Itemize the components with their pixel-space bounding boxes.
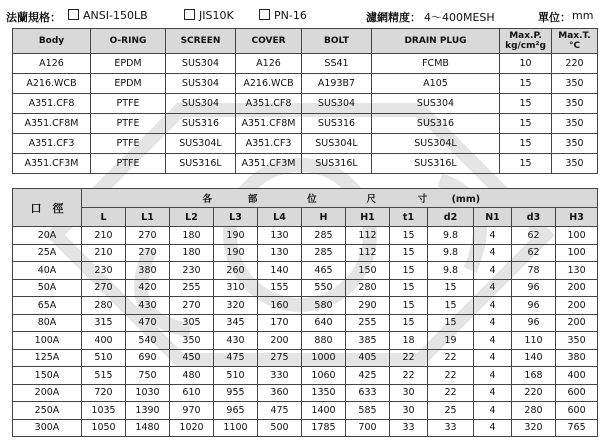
cell-l: 720 — [82, 384, 126, 402]
cell-l: 210 — [82, 227, 126, 245]
unit-value: mm — [572, 9, 594, 22]
cell-l4: 160 — [258, 297, 302, 315]
dimensions-group-header: 各 部 位 尺 寸 (mm) — [82, 189, 598, 208]
cell-size: 25A — [13, 244, 82, 262]
cell-max-pressure: 10 — [500, 54, 552, 74]
cell-h: 1400 — [302, 402, 346, 420]
cell-l: 210 — [82, 244, 126, 262]
cell-h: 285 — [302, 244, 346, 262]
table-row — [13, 297, 598, 315]
cell-n1: 4 — [474, 279, 512, 297]
cell-n1: 4 — [474, 227, 512, 245]
col-header-cover: COVER — [236, 29, 302, 54]
dimensions-body — [13, 227, 598, 437]
cell-bolt: A193B7 — [302, 74, 372, 94]
cell-l: 1050 — [82, 419, 126, 437]
cell-max-pressure: 15 — [500, 114, 552, 134]
cell-l3: 430 — [214, 332, 258, 350]
precision-value: 4～400MESH — [424, 11, 495, 24]
materials-table — [12, 28, 598, 174]
cell-n1: 4 — [474, 297, 512, 315]
col-header-d2: d2 — [428, 208, 474, 227]
cell-l1: 690 — [126, 349, 170, 367]
cell-n1: 4 — [474, 419, 512, 437]
cell-h: 1785 — [302, 419, 346, 437]
cell-screen: SUS304L — [166, 134, 236, 154]
cell-l1: 750 — [126, 367, 170, 385]
cell-d2: 15 — [428, 279, 474, 297]
table-row — [13, 279, 598, 297]
table-row — [13, 244, 598, 262]
cell-d3: 320 — [512, 419, 556, 437]
cell-h: 1000 — [302, 349, 346, 367]
cell-d3: 78 — [512, 262, 556, 280]
cell-n1: 4 — [474, 244, 512, 262]
col-header-h3: H3 — [556, 208, 598, 227]
cell-l: 400 — [82, 332, 126, 350]
cell-h3: 130 — [556, 262, 598, 280]
cell-o-ring: PTFE — [91, 134, 166, 154]
cell-t1: 22 — [390, 367, 428, 385]
cell-d2: 9.8 — [428, 227, 474, 245]
cell-l2: 350 — [170, 332, 214, 350]
cell-h1: 585 — [346, 402, 390, 420]
cell-size: 250A — [13, 402, 82, 420]
cell-d3: 110 — [512, 332, 556, 350]
cell-body: A351.CF8 — [13, 94, 91, 114]
cell-screen: SUS316L — [166, 154, 236, 174]
cell-max-temperature: 350 — [552, 114, 598, 134]
flange-option-jis[interactable]: JIS10K — [184, 9, 234, 22]
cell-d2: 15 — [428, 314, 474, 332]
col-header-d3: d3 — [512, 208, 556, 227]
cell-l3: 1100 — [214, 419, 258, 437]
cell-l2: 230 — [170, 262, 214, 280]
cell-h: 1350 — [302, 384, 346, 402]
checkbox-icon — [184, 9, 195, 20]
cell-l2: 270 — [170, 297, 214, 315]
cell-t1: 33 — [390, 419, 428, 437]
cell-l3: 310 — [214, 279, 258, 297]
table-row — [13, 367, 598, 385]
cell-l4: 155 — [258, 279, 302, 297]
cell-body: A351.CF8M — [13, 114, 91, 134]
cell-h1: 385 — [346, 332, 390, 350]
cell-l3: 320 — [214, 297, 258, 315]
col-header-max-pressure: Max.P. kg/cm²g — [500, 29, 552, 54]
cell-h3: 200 — [556, 314, 598, 332]
cell-bolt: SS41 — [302, 54, 372, 74]
checkbox-icon — [259, 9, 270, 20]
col-header-screen: SCREEN — [166, 29, 236, 54]
cell-l3: 260 — [214, 262, 258, 280]
cell-o-ring: PTFE — [91, 114, 166, 134]
cell-l3: 190 — [214, 244, 258, 262]
cell-bolt: SUS316 — [302, 114, 372, 134]
col-header-h1: H1 — [346, 208, 390, 227]
cell-d3: 220 — [512, 384, 556, 402]
cell-d2: 25 — [428, 402, 474, 420]
cell-screen: SUS304 — [166, 94, 236, 114]
cell-l3: 190 — [214, 227, 258, 245]
cell-l4: 360 — [258, 384, 302, 402]
cell-n1: 4 — [474, 384, 512, 402]
cell-h: 880 — [302, 332, 346, 350]
cell-l1: 420 — [126, 279, 170, 297]
cell-l2: 970 — [170, 402, 214, 420]
cell-size: 150A — [13, 367, 82, 385]
cell-body: A126 — [13, 54, 91, 74]
col-header-bolt: BOLT — [302, 29, 372, 54]
cell-cover: A351.CF3M — [236, 154, 302, 174]
cell-l4: 330 — [258, 367, 302, 385]
cell-d3: 62 — [512, 244, 556, 262]
cell-h3: 100 — [556, 244, 598, 262]
cell-size: 300A — [13, 419, 82, 437]
cell-cover: A351.CF8M — [236, 114, 302, 134]
cell-l4: 500 — [258, 419, 302, 437]
cell-drain-plug: SUS316 — [372, 114, 500, 134]
cell-h3: 400 — [556, 367, 598, 385]
cell-t1: 15 — [390, 244, 428, 262]
cell-drain-plug: SUS304L — [372, 134, 500, 154]
cell-l1: 1480 — [126, 419, 170, 437]
cell-h3: 380 — [556, 349, 598, 367]
cell-d2: 22 — [428, 384, 474, 402]
cell-l1: 540 — [126, 332, 170, 350]
cell-t1: 30 — [390, 402, 428, 420]
cell-l4: 200 — [258, 332, 302, 350]
cell-size: 50A — [13, 279, 82, 297]
cell-l4: 130 — [258, 244, 302, 262]
cell-max-temperature: 350 — [552, 154, 598, 174]
cell-h1: 405 — [346, 349, 390, 367]
cell-cover: A126 — [236, 54, 302, 74]
cell-l1: 270 — [126, 227, 170, 245]
cell-l2: 610 — [170, 384, 214, 402]
cell-l2: 480 — [170, 367, 214, 385]
cell-h3: 350 — [556, 332, 598, 350]
cell-l1: 430 — [126, 297, 170, 315]
flange-option-pn[interactable]: PN-16 — [259, 9, 307, 22]
table-row — [13, 314, 598, 332]
cell-d2: 33 — [428, 419, 474, 437]
table-row — [13, 332, 598, 350]
cell-h1: 290 — [346, 297, 390, 315]
cell-l4: 475 — [258, 402, 302, 420]
cell-bolt: SUS316L — [302, 154, 372, 174]
cell-d2: 9.8 — [428, 244, 474, 262]
size-header: 口 徑 — [13, 189, 82, 227]
cell-n1: 4 — [474, 349, 512, 367]
table-row — [13, 54, 598, 74]
cell-h1: 112 — [346, 244, 390, 262]
cell-l4: 170 — [258, 314, 302, 332]
cell-d3: 140 — [512, 349, 556, 367]
cell-l2: 180 — [170, 227, 214, 245]
table-row — [13, 262, 598, 280]
cell-l2: 450 — [170, 349, 214, 367]
cell-t1: 15 — [390, 227, 428, 245]
cell-max-pressure: 15 — [500, 94, 552, 114]
cell-t1: 15 — [390, 262, 428, 280]
col-header-oring: O-RING — [91, 29, 166, 54]
cell-size: 200A — [13, 384, 82, 402]
cell-l: 1035 — [82, 402, 126, 420]
cell-l4: 275 — [258, 349, 302, 367]
table-row — [13, 114, 598, 134]
cell-l2: 305 — [170, 314, 214, 332]
cell-body: A351.CF3 — [13, 134, 91, 154]
cell-n1: 4 — [474, 402, 512, 420]
cell-h3: 100 — [556, 227, 598, 245]
cell-l1: 380 — [126, 262, 170, 280]
cell-t1: 15 — [390, 279, 428, 297]
cell-n1: 4 — [474, 314, 512, 332]
cell-h: 580 — [302, 297, 346, 315]
table-row — [13, 74, 598, 94]
cell-h1: 633 — [346, 384, 390, 402]
cell-drain-plug: SUS316L — [372, 154, 500, 174]
cell-drain-plug: FCMB — [372, 54, 500, 74]
cell-l: 510 — [82, 349, 126, 367]
col-header-t1: t1 — [390, 208, 428, 227]
cell-h3: 765 — [556, 419, 598, 437]
cell-cover: A351.CF8 — [236, 94, 302, 114]
cell-l: 515 — [82, 367, 126, 385]
col-header-l: L — [82, 208, 126, 227]
cell-h3: 200 — [556, 297, 598, 315]
cell-d2: 9.8 — [428, 262, 474, 280]
cell-bolt: SUS304L — [302, 134, 372, 154]
cell-drain-plug: A105 — [372, 74, 500, 94]
cell-bolt: SUS304 — [302, 94, 372, 114]
cell-l4: 140 — [258, 262, 302, 280]
cell-h1: 255 — [346, 314, 390, 332]
cell-t1: 18 — [390, 332, 428, 350]
cell-l3: 345 — [214, 314, 258, 332]
cell-max-temperature: 220 — [552, 54, 598, 74]
cell-h1: 425 — [346, 367, 390, 385]
flange-option-ansi[interactable]: ANSI-150LB — [68, 9, 148, 22]
cell-h1: 150 — [346, 262, 390, 280]
spec-header — [6, 6, 598, 24]
col-header-h: H — [302, 208, 346, 227]
cell-max-pressure: 15 — [500, 154, 552, 174]
cell-cover: A351.CF3 — [236, 134, 302, 154]
cell-n1: 4 — [474, 332, 512, 350]
col-header-l3: L3 — [214, 208, 258, 227]
cell-l1: 1390 — [126, 402, 170, 420]
cell-size: 125A — [13, 349, 82, 367]
cell-l1: 270 — [126, 244, 170, 262]
cell-l3: 475 — [214, 349, 258, 367]
cell-max-temperature: 350 — [552, 74, 598, 94]
cell-d2: 19 — [428, 332, 474, 350]
cell-d2: 22 — [428, 367, 474, 385]
cell-size: 80A — [13, 314, 82, 332]
cell-max-pressure: 15 — [500, 74, 552, 94]
cell-body: A216.WCB — [13, 74, 91, 94]
cell-t1: 22 — [390, 349, 428, 367]
table-row — [13, 227, 598, 245]
cell-d3: 96 — [512, 314, 556, 332]
cell-l: 315 — [82, 314, 126, 332]
cell-d3: 96 — [512, 279, 556, 297]
col-header-drain-plug: DRAIN PLUG — [372, 29, 500, 54]
dimensions-group-header-row — [13, 189, 598, 208]
cell-o-ring: PTFE — [91, 94, 166, 114]
table-row — [13, 349, 598, 367]
cell-o-ring: EPDM — [91, 54, 166, 74]
col-header-body: Body — [13, 29, 91, 54]
col-header-n1: N1 — [474, 208, 512, 227]
cell-d3: 280 — [512, 402, 556, 420]
table-row — [13, 94, 598, 114]
cell-t1: 15 — [390, 297, 428, 315]
cell-d3: 96 — [512, 297, 556, 315]
cell-l1: 1030 — [126, 384, 170, 402]
cell-body: A351.CF3M — [13, 154, 91, 174]
cell-screen: SUS316 — [166, 114, 236, 134]
cell-d3: 62 — [512, 227, 556, 245]
col-header-l1: L1 — [126, 208, 170, 227]
cell-l3: 510 — [214, 367, 258, 385]
cell-d3: 168 — [512, 367, 556, 385]
cell-size: 100A — [13, 332, 82, 350]
materials-body — [13, 54, 598, 174]
precision-label: 濾網精度： — [366, 11, 421, 24]
cell-h: 285 — [302, 227, 346, 245]
cell-n1: 4 — [474, 262, 512, 280]
col-header-l2: L2 — [170, 208, 214, 227]
table-row — [13, 154, 598, 174]
cell-l: 230 — [82, 262, 126, 280]
col-header-max-temperature: Max.T. °C — [552, 29, 598, 54]
cell-o-ring: EPDM — [91, 74, 166, 94]
cell-h: 465 — [302, 262, 346, 280]
cell-l3: 955 — [214, 384, 258, 402]
cell-max-temperature: 350 — [552, 134, 598, 154]
cell-l1: 470 — [126, 314, 170, 332]
cell-t1: 15 — [390, 314, 428, 332]
table-row — [13, 134, 598, 154]
cell-size: 20A — [13, 227, 82, 245]
cell-l2: 255 — [170, 279, 214, 297]
unit-label: 單位： — [538, 11, 571, 24]
checkbox-icon — [68, 9, 79, 20]
cell-l: 270 — [82, 279, 126, 297]
cell-n1: 4 — [474, 367, 512, 385]
cell-l2: 180 — [170, 244, 214, 262]
cell-h1: 700 — [346, 419, 390, 437]
cell-h: 1060 — [302, 367, 346, 385]
cell-l: 280 — [82, 297, 126, 315]
cell-h3: 600 — [556, 402, 598, 420]
cell-screen: SUS304 — [166, 74, 236, 94]
table-row — [13, 419, 598, 437]
table-row — [13, 384, 598, 402]
cell-t1: 30 — [390, 384, 428, 402]
cell-screen: SUS304 — [166, 54, 236, 74]
cell-h3: 200 — [556, 279, 598, 297]
cell-h3: 600 — [556, 384, 598, 402]
cell-h: 550 — [302, 279, 346, 297]
cell-h1: 280 — [346, 279, 390, 297]
cell-l2: 1020 — [170, 419, 214, 437]
cell-l4: 130 — [258, 227, 302, 245]
dimensions-table — [12, 188, 598, 437]
cell-o-ring: PTFE — [91, 154, 166, 174]
materials-header-row — [13, 29, 598, 54]
cell-cover: A216.WCB — [236, 74, 302, 94]
cell-size: 65A — [13, 297, 82, 315]
flange-label: 法蘭規格： — [6, 11, 61, 24]
cell-h: 640 — [302, 314, 346, 332]
cell-h1: 112 — [346, 227, 390, 245]
col-header-l4: L4 — [258, 208, 302, 227]
cell-max-pressure: 15 — [500, 134, 552, 154]
cell-l3: 965 — [214, 402, 258, 420]
cell-d2: 15 — [428, 297, 474, 315]
cell-size: 40A — [13, 262, 82, 280]
cell-drain-plug: SUS304 — [372, 94, 500, 114]
table-row — [13, 402, 598, 420]
cell-d2: 22 — [428, 349, 474, 367]
dimensions-column-header-row — [13, 208, 598, 227]
cell-max-temperature: 350 — [552, 94, 598, 114]
